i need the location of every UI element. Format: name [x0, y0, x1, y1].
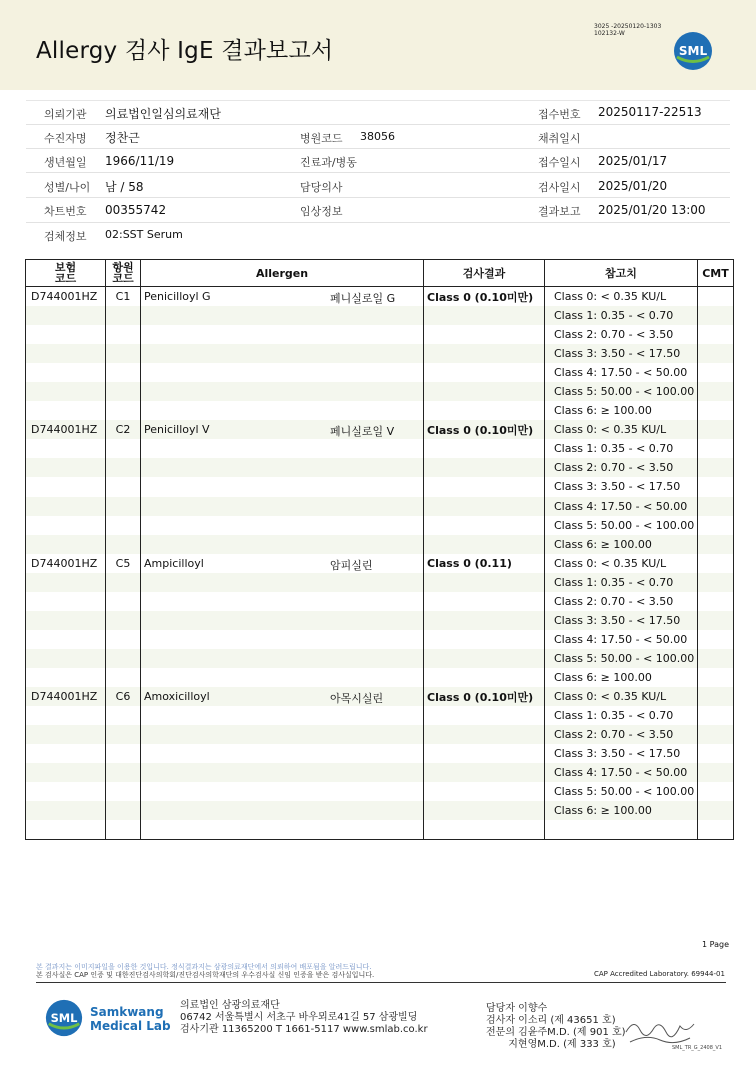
allergen-cell [141, 725, 424, 744]
allergen-cell [141, 763, 424, 782]
table-row [26, 744, 734, 763]
value-receipt-number: 20250117-22513 [598, 105, 702, 119]
insurance-code-cell [26, 782, 106, 801]
allergen-cell [141, 592, 424, 611]
result-cell [424, 325, 545, 344]
cmt-cell [698, 725, 734, 744]
result-cell: Class 0 (0.10미만) [424, 287, 545, 307]
table-row [26, 306, 734, 325]
allergen-cell [141, 668, 424, 687]
reference-cell: Class 5: 50.00 - < 100.00 [545, 516, 698, 535]
item-code-cell [106, 439, 141, 458]
empty-cell [141, 820, 424, 840]
lab-name: Medical Lab [90, 1019, 171, 1033]
insurance-code-cell [26, 668, 106, 687]
insurance-code-cell [26, 477, 106, 496]
table-row [26, 630, 734, 649]
cmt-cell [698, 801, 734, 820]
allergen-cell [141, 535, 424, 554]
allergen-cell [141, 516, 424, 535]
allergen-cell [141, 630, 424, 649]
result-cell [424, 725, 545, 744]
insurance-code-cell: D744001HZ [26, 420, 106, 439]
reference-cell: Class 1: 0.35 - < 0.70 [545, 306, 698, 325]
allergen-cell [141, 458, 424, 477]
label-doctor: 담당의사 [300, 181, 343, 194]
cmt-cell [698, 554, 734, 573]
result-cell [424, 668, 545, 687]
item-code-cell [106, 325, 141, 344]
insurance-code-cell [26, 363, 106, 382]
reference-cell: Class 1: 0.35 - < 0.70 [545, 439, 698, 458]
item-code-cell [106, 649, 141, 668]
result-cell [424, 344, 545, 363]
allergen-name-en: Penicilloyl V [144, 423, 210, 437]
lab-address: 06742 서울특별시 서초구 바우뫼로41길 57 삼광빌딩 [180, 1012, 418, 1023]
table-row [26, 706, 734, 725]
label-clinical-info: 임상정보 [300, 205, 343, 218]
reference-cell: Class 4: 17.50 - < 50.00 [545, 763, 698, 782]
insurance-code-cell [26, 344, 106, 363]
label-test-time: 검사일시 [538, 181, 581, 194]
allergen-cell [141, 554, 424, 573]
staff-line: 검사자 이소리 (제 43651 호) [486, 1015, 616, 1026]
allergen-cell [141, 306, 424, 325]
empty-cell [424, 820, 545, 840]
insurance-code-cell [26, 497, 106, 516]
cmt-cell [698, 535, 734, 554]
allergen-name-en: Penicilloyl G [144, 290, 211, 304]
value-chart-number: 00355742 [105, 203, 167, 217]
divider [26, 100, 730, 101]
footer-note: 본 결과지는 이미지파일을 이용한 것입니다. 정식결과지는 삼광의료재단에서 의뢰하여 배포됨을 알려드립니다. [36, 963, 372, 971]
item-code-cell [106, 668, 141, 687]
staff-line: 지현영M.D. (제 333 호) [486, 1039, 616, 1050]
form-code: SML_TR_G_2408_V1 [672, 1045, 723, 1051]
reference-cell: Class 2: 0.70 - < 3.50 [545, 592, 698, 611]
reference-cell: Class 3: 3.50 - < 17.50 [545, 477, 698, 496]
item-code-cell [106, 782, 141, 801]
col-allergen: Allergen [141, 260, 424, 287]
cmt-cell [698, 763, 734, 782]
allergen-cell [141, 363, 424, 382]
label-chart-number: 차트번호 [44, 205, 87, 218]
insurance-code-cell [26, 725, 106, 744]
staff-line: 담당자 이향수 [486, 1003, 548, 1014]
label-patient-name: 수진자명 [44, 132, 87, 145]
result-cell: Class 0 (0.11) [424, 554, 545, 573]
empty-cell [698, 820, 734, 840]
insurance-code-cell [26, 744, 106, 763]
result-cell [424, 611, 545, 630]
divider [26, 222, 730, 223]
item-code-cell [106, 382, 141, 401]
result-cell: Class 0 (0.10미만) [424, 420, 545, 439]
value-test-time: 2025/01/20 [598, 179, 668, 193]
reference-cell: Class 0: < 0.35 KU/L [545, 687, 698, 706]
label-birth-date: 생년월일 [44, 156, 87, 169]
document-id [594, 23, 661, 37]
label-hospital-code: 병원코드 [300, 132, 343, 145]
table-row [26, 668, 734, 687]
insurance-code-cell [26, 573, 106, 592]
insurance-code-cell [26, 458, 106, 477]
value-sex-age: 남 / 58 [105, 180, 144, 194]
result-cell [424, 744, 545, 763]
reference-cell: Class 6: ≥ 100.00 [545, 401, 698, 420]
results-body [26, 287, 734, 840]
document-id-line-2: 102132-W [594, 30, 625, 37]
table-row [26, 782, 734, 801]
cmt-cell [698, 477, 734, 496]
lab-address: 의료법인 삼광의료재단 [180, 1000, 280, 1011]
allergen-cell [141, 706, 424, 725]
result-cell [424, 630, 545, 649]
cmt-cell [698, 782, 734, 801]
table-row [26, 535, 734, 554]
table-row [26, 325, 734, 344]
item-code-cell [106, 477, 141, 496]
cmt-cell [698, 401, 734, 420]
item-code-cell [106, 801, 141, 820]
empty-cell [545, 820, 698, 840]
table-row [26, 820, 734, 840]
insurance-code-cell [26, 611, 106, 630]
reference-cell: Class 4: 17.50 - < 50.00 [545, 497, 698, 516]
cmt-cell [698, 744, 734, 763]
label-specimen: 검체정보 [44, 230, 87, 243]
reference-cell: Class 0: < 0.35 KU/L [545, 287, 698, 307]
allergen-cell [141, 497, 424, 516]
cmt-cell [698, 306, 734, 325]
page-number: 1 Page [702, 940, 729, 949]
value-patient-name: 정찬근 [105, 131, 140, 145]
col-reference: 참고치 [545, 260, 698, 287]
result-cell [424, 592, 545, 611]
item-code-cell: C6 [106, 687, 141, 706]
logo-text: SML [678, 44, 708, 58]
reference-cell: Class 6: ≥ 100.00 [545, 535, 698, 554]
insurance-code-cell [26, 325, 106, 344]
result-cell [424, 782, 545, 801]
result-cell [424, 363, 545, 382]
divider [36, 982, 726, 983]
item-code-cell [106, 344, 141, 363]
result-cell [424, 706, 545, 725]
col-result: 검사결과 [424, 260, 545, 287]
table-row [26, 458, 734, 477]
allergen-cell [141, 325, 424, 344]
reference-cell: Class 2: 0.70 - < 3.50 [545, 325, 698, 344]
table-row [26, 382, 734, 401]
cmt-cell [698, 382, 734, 401]
allergen-cell [141, 744, 424, 763]
allergen-cell [141, 382, 424, 401]
insurance-code-cell [26, 535, 106, 554]
divider [26, 124, 730, 125]
table-row [26, 439, 734, 458]
reference-cell: Class 0: < 0.35 KU/L [545, 420, 698, 439]
result-cell [424, 649, 545, 668]
allergen-cell [141, 649, 424, 668]
divider [26, 197, 730, 198]
staff-line: 전문의 김윤주M.D. (제 901 호) [486, 1027, 626, 1038]
table-row [26, 287, 734, 307]
cmt-cell [698, 363, 734, 382]
insurance-code-cell [26, 630, 106, 649]
allergen-cell [141, 439, 424, 458]
item-code-cell [106, 706, 141, 725]
table-row [26, 592, 734, 611]
result-cell [424, 535, 545, 554]
table-row [26, 649, 734, 668]
results-table [25, 259, 734, 840]
col-cmt: CMT [698, 260, 734, 287]
signature-icon [620, 1012, 700, 1046]
allergen-cell [141, 801, 424, 820]
result-cell [424, 516, 545, 535]
table-row [26, 477, 734, 496]
reference-cell: Class 1: 0.35 - < 0.70 [545, 706, 698, 725]
document-id-line-1: 3025 -20250120-1303 [594, 23, 662, 30]
item-code-cell [106, 611, 141, 630]
reference-cell: Class 5: 50.00 - < 100.00 [545, 382, 698, 401]
item-code-cell [106, 497, 141, 516]
reference-cell: Class 3: 3.50 - < 17.50 [545, 744, 698, 763]
allergen-cell [141, 477, 424, 496]
allergen-name-en: Ampicilloyl [144, 556, 204, 570]
lab-address: 검사기관 11365200 T 1661-5117 www.smlab.co.kr [180, 1024, 428, 1035]
allergen-cell [141, 687, 424, 706]
reference-cell: Class 6: ≥ 100.00 [545, 668, 698, 687]
insurance-code-cell [26, 382, 106, 401]
reference-cell: Class 3: 3.50 - < 17.50 [545, 611, 698, 630]
reference-cell: Class 4: 17.50 - < 50.00 [545, 630, 698, 649]
result-cell [424, 306, 545, 325]
reference-cell: Class 1: 0.35 - < 0.70 [545, 573, 698, 592]
item-code-cell [106, 744, 141, 763]
result-cell [424, 477, 545, 496]
item-code-cell [106, 725, 141, 744]
label-receipt-number: 접수번호 [538, 108, 581, 121]
allergen-cell [141, 611, 424, 630]
cmt-cell [698, 649, 734, 668]
result-cell [424, 458, 545, 477]
insurance-code-cell [26, 592, 106, 611]
table-row [26, 573, 734, 592]
insurance-code-cell [26, 706, 106, 725]
label-report-time: 결과보고 [538, 205, 581, 218]
cmt-cell [698, 325, 734, 344]
item-code-cell [106, 458, 141, 477]
value-birth-date: 1966/11/19 [105, 154, 175, 168]
cmt-cell [698, 439, 734, 458]
logo-text: SML [50, 1010, 78, 1025]
allergen-name-en: Amoxicilloyl [144, 690, 210, 703]
table-row [26, 401, 734, 420]
table-row [26, 363, 734, 382]
reference-cell: Class 4: 17.50 - < 50.00 [545, 363, 698, 382]
table-row [26, 516, 734, 535]
label-requesting-org: 의뢰기관 [44, 108, 87, 121]
footer-note: 본 검사실은 CAP 인증 및 대한진단검사의학회/진단검사의학재단의 우수검사실 신임 인증을 받은 검사실입니다. [36, 971, 375, 979]
insurance-code-cell [26, 306, 106, 325]
cmt-cell [698, 573, 734, 592]
empty-cell [26, 820, 106, 840]
reference-cell: Class 0: < 0.35 KU/L [545, 554, 698, 573]
cmt-cell [698, 497, 734, 516]
insurance-code-cell: D744001HZ [26, 687, 106, 706]
label-department: 진료과/병동 [300, 156, 357, 169]
allergen-name-ko: 암피실린 [330, 558, 373, 572]
result-cell [424, 573, 545, 592]
allergen-name-ko: 페니실로일 G [330, 292, 396, 305]
insurance-code-cell: D744001HZ [26, 287, 106, 307]
result-cell: Class 0 (0.10미만) [424, 687, 545, 706]
reference-cell: Class 3: 3.50 - < 17.50 [545, 344, 698, 363]
allergen-cell [141, 401, 424, 420]
result-cell [424, 439, 545, 458]
insurance-code-cell [26, 516, 106, 535]
divider [26, 148, 730, 149]
col-item-code: 항원 코드 [106, 260, 141, 287]
item-code-cell [106, 516, 141, 535]
reference-cell: Class 6: ≥ 100.00 [545, 801, 698, 820]
table-row [26, 554, 734, 573]
reference-cell: Class 5: 50.00 - < 100.00 [545, 649, 698, 668]
item-code-cell: C5 [106, 554, 141, 573]
item-code-cell [106, 535, 141, 554]
insurance-code-cell [26, 439, 106, 458]
insurance-code-cell [26, 763, 106, 782]
result-cell [424, 382, 545, 401]
item-code-cell [106, 363, 141, 382]
result-cell [424, 401, 545, 420]
item-code-cell: C1 [106, 287, 141, 307]
cmt-cell [698, 420, 734, 439]
allergen-cell [141, 573, 424, 592]
empty-cell [106, 820, 141, 840]
cmt-cell [698, 592, 734, 611]
allergen-name-ko: 페니실로일 V [330, 425, 395, 439]
table-row [26, 497, 734, 516]
allergen-cell [141, 420, 424, 439]
divider [26, 172, 730, 173]
insurance-code-cell: D744001HZ [26, 554, 106, 573]
result-cell [424, 763, 545, 782]
cmt-cell [698, 668, 734, 687]
label-receipt-time: 접수일시 [538, 156, 581, 169]
reference-cell: Class 2: 0.70 - < 3.50 [545, 458, 698, 477]
insurance-code-cell [26, 401, 106, 420]
allergen-name-ko: 아목시실린 [330, 691, 384, 705]
table-row [26, 763, 734, 782]
col-insurance-code: 보험 코드 [26, 260, 106, 287]
label-collection-time: 채취일시 [538, 132, 581, 145]
item-code-cell [106, 630, 141, 649]
sml-logo-icon [672, 30, 714, 72]
item-code-cell [106, 401, 141, 420]
table-row [26, 801, 734, 820]
insurance-code-cell [26, 801, 106, 820]
cmt-cell [698, 630, 734, 649]
result-cell [424, 497, 545, 516]
table-row [26, 344, 734, 363]
table-row [26, 420, 734, 439]
item-code-cell [106, 573, 141, 592]
sml-footer-logo-icon [44, 998, 84, 1038]
report-title: Allergy 검사 IgE 결과보고서 [36, 38, 334, 64]
allergen-cell [141, 782, 424, 801]
value-report-time: 2025/01/20 13:00 [598, 203, 706, 217]
allergen-cell [141, 287, 424, 307]
allergen-cell [141, 344, 424, 363]
report-header [0, 0, 756, 90]
cmt-cell [698, 687, 734, 706]
item-code-cell [106, 306, 141, 325]
cap-accreditation: CAP Accredited Laboratory. 69944-01 [594, 970, 725, 978]
reference-cell: Class 2: 0.70 - < 3.50 [545, 725, 698, 744]
table-row [26, 687, 734, 706]
value-requesting-org: 의료법인일심의료재단 [105, 107, 221, 121]
cmt-cell [698, 611, 734, 630]
insurance-code-cell [26, 649, 106, 668]
lab-name: Samkwang [90, 1005, 164, 1019]
item-code-cell [106, 592, 141, 611]
label-sex-age: 성별/나이 [44, 181, 91, 194]
reference-cell: Class 5: 50.00 - < 100.00 [545, 782, 698, 801]
value-hospital-code: 38056 [360, 130, 395, 143]
value-specimen: 02:SST Serum [105, 228, 183, 241]
table-row [26, 725, 734, 744]
item-code-cell [106, 763, 141, 782]
cmt-cell [698, 706, 734, 725]
table-header-row [26, 260, 734, 287]
cmt-cell [698, 516, 734, 535]
cmt-cell [698, 458, 734, 477]
cmt-cell [698, 344, 734, 363]
table-row [26, 611, 734, 630]
item-code-cell: C2 [106, 420, 141, 439]
result-cell [424, 801, 545, 820]
value-receipt-time: 2025/01/17 [598, 154, 668, 168]
cmt-cell [698, 287, 734, 307]
